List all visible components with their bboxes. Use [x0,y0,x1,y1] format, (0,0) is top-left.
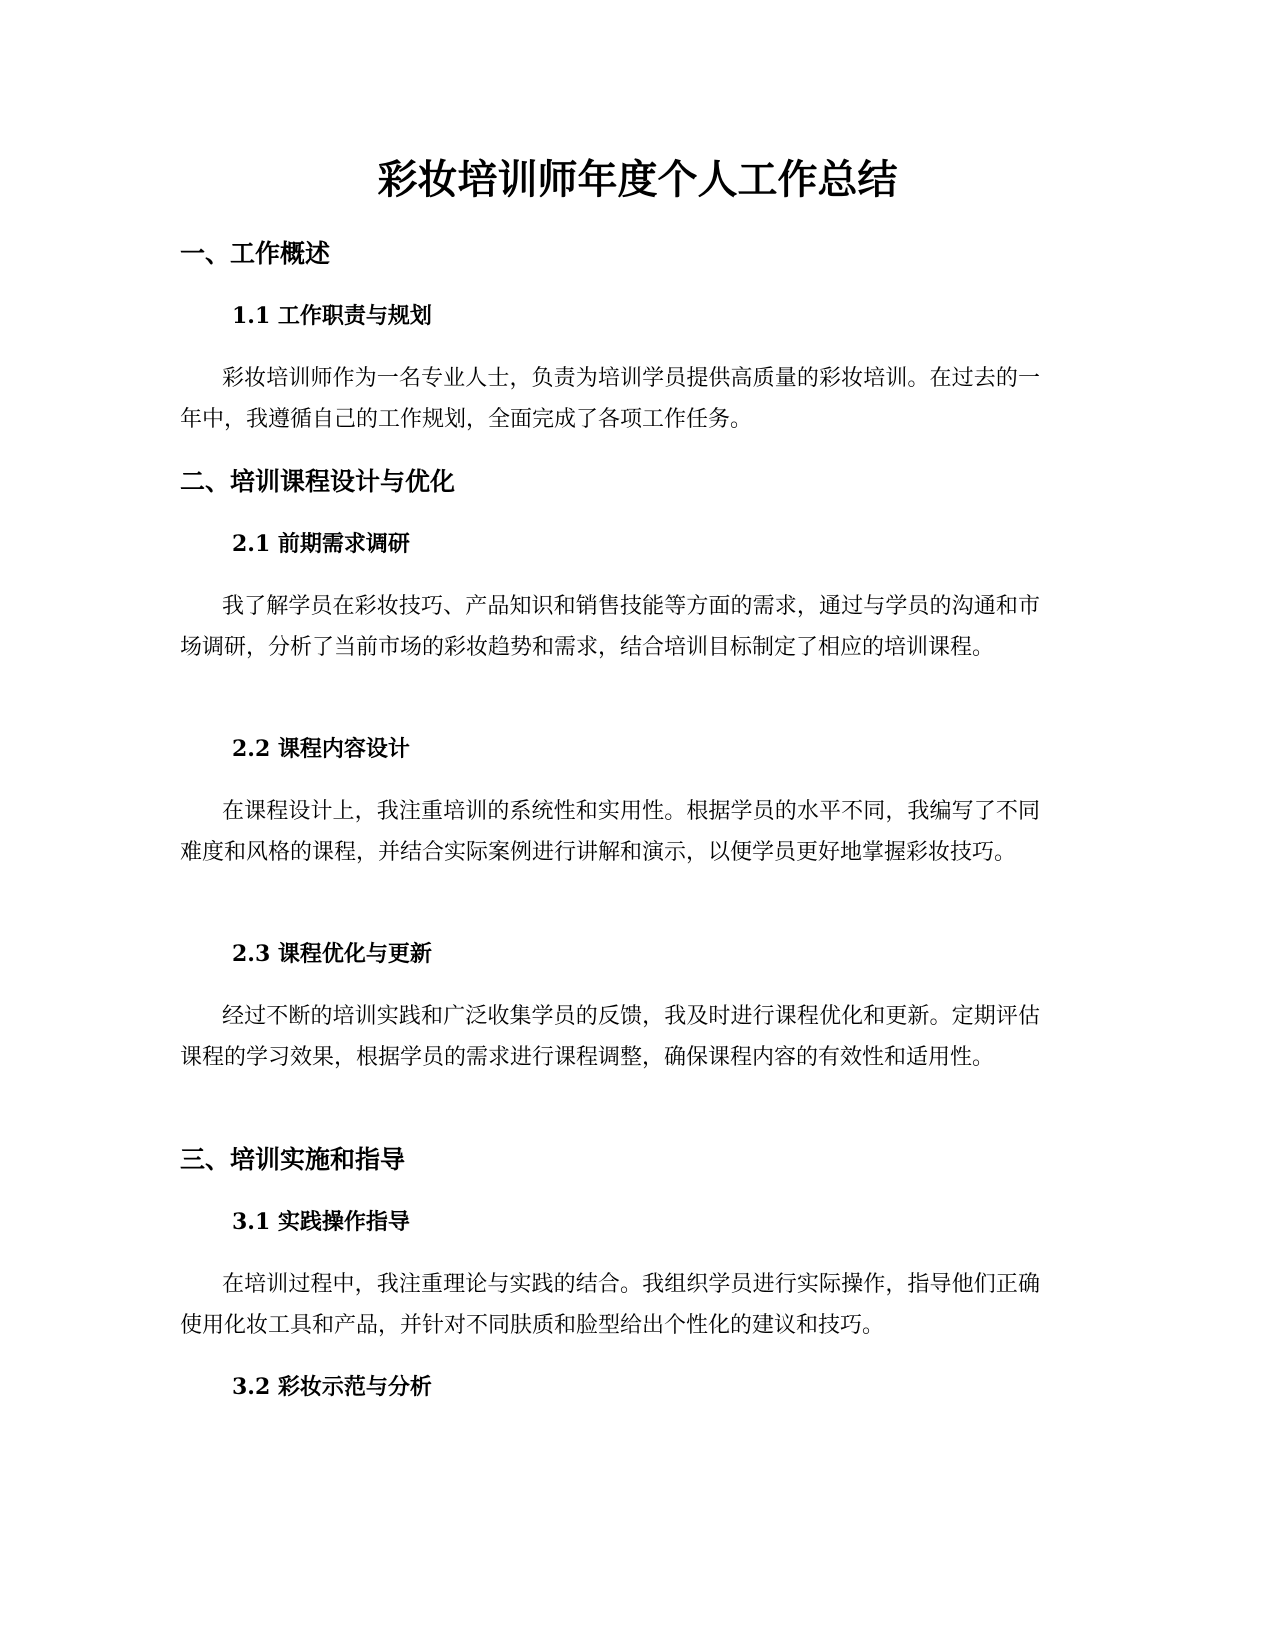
document-title: 彩妆培训师年度个人工作总结 [377,157,898,203]
subsection-heading-2-1: 2.1 前期需求调研 [232,531,410,557]
subsection-heading-3-1: 3.1 实践操作指导 [232,1209,410,1235]
paragraph-1-1: 彩妆培训师作为一名专业人士，负责为培训学员提供高质量的彩妆培训。在过去的一年中，我遵循自己的工作规划，全面完成了各项工作任务。 [180,366,1040,432]
section-heading-2: 二、培训课程设计与优化 [180,467,456,496]
subsection-heading-1-1: 1.1 工作职责与规划 [232,303,432,329]
subsection-heading-2-3: 2.3 课程优化与更新 [232,941,432,967]
paragraph-2-3: 经过不断的培训实践和广泛收集学员的反馈，我及时进行课程优化和更新。定期评估课程的学习效果，根据学员的需求进行课程调整，确保课程内容的有效性和适用性。 [180,1004,1040,1070]
paragraph-2-1: 我了解学员在彩妆技巧、产品知识和销售技能等方面的需求，通过与学员的沟通和市场调研，分析了当前市场的彩妆趋势和需求，结合培训目标制定了相应的培训课程。 [180,594,1040,660]
paragraph-2-2: 在课程设计上，我注重培训的系统性和实用性。根据学员的水平不同，我编写了不同难度和风格的课程，并结合实际案例进行讲解和演示，以便学员更好地掌握彩妆技巧。 [180,799,1040,865]
section-heading-3: 三、培训实施和指导 [180,1145,406,1174]
section-heading-1: 一、工作概述 [180,239,331,268]
subsection-heading-2-2: 2.2 课程内容设计 [232,736,410,762]
subsection-heading-3-2: 3.2 彩妆示范与分析 [232,1374,432,1400]
paragraph-3-1: 在培训过程中，我注重理论与实践的结合。我组织学员进行实际操作，指导他们正确使用化妆工具和产品，并针对不同肤质和脸型给出个性化的建议和技巧。 [180,1272,1040,1338]
